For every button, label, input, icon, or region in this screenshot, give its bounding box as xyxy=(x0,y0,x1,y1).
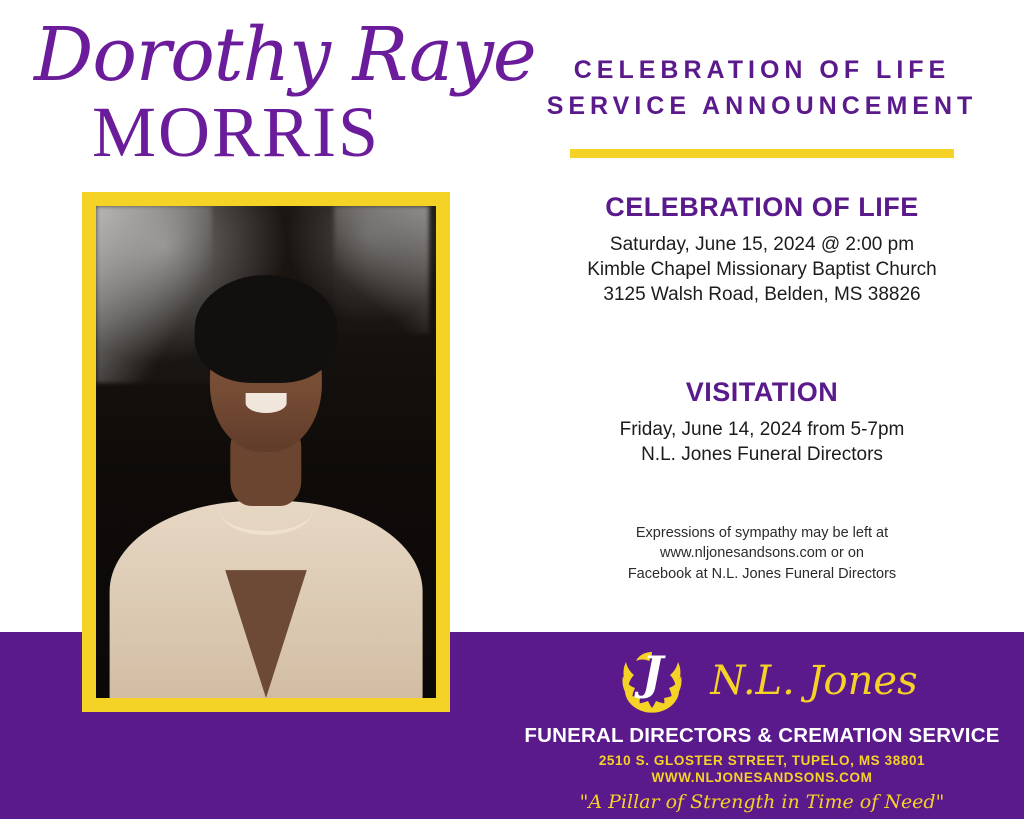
visitation-line-1: Friday, June 14, 2024 from 5-7pm xyxy=(619,418,905,440)
photo-subject-smile xyxy=(246,393,287,413)
celebration-line-1: Saturday, June 15, 2024 @ 2:00 pm xyxy=(609,233,915,255)
business-address: 2510 S. GLOSTER STREET, TUPELO, MS 38801 xyxy=(598,753,926,768)
celebration-details xyxy=(500,232,1024,307)
portrait-photo xyxy=(96,206,436,698)
deceased-last-name: MORRIS xyxy=(92,92,381,172)
sympathy-line-2: www.nljonesandsons.com or on xyxy=(660,545,864,562)
sympathy-line-3: Facebook at N.L. Jones Funeral Directors xyxy=(627,566,897,583)
brand-script-name: N.L. Jones xyxy=(710,658,918,704)
business-line: FUNERAL DIRECTORS & CREMATION SERVICE xyxy=(524,724,1000,747)
celebration-section xyxy=(500,192,1024,307)
sympathy-line-1: Expressions of sympathy may be left at xyxy=(635,524,889,541)
visitation-title: VISITATION xyxy=(685,376,839,407)
photo-highlight-left xyxy=(96,206,212,383)
portrait-frame xyxy=(82,192,450,712)
business-tagline: "A Pillar of Strength in Time of Need" xyxy=(579,791,945,813)
visitation-line-2: N.L. Jones Funeral Directors xyxy=(641,443,883,465)
photo-subject-necklace xyxy=(220,486,312,534)
celebration-title: CELEBRATION OF LIFE xyxy=(605,191,919,222)
gold-divider xyxy=(570,149,954,158)
headline-line-2: SERVICE ANNOUNCEMENT xyxy=(546,92,978,121)
headline-line-1: CELEBRATION OF LIFE xyxy=(573,56,951,84)
laurel-wreath-icon xyxy=(606,646,698,716)
right-column xyxy=(500,0,1024,632)
photo-highlight-right xyxy=(334,206,429,334)
celebration-line-2: Kimble Chapel Missionary Baptist Church xyxy=(587,258,937,280)
business-website[interactable]: WWW.NLJONESANDSONS.COM xyxy=(651,770,873,785)
photo-subject-hair xyxy=(195,275,338,383)
crest-letter: J xyxy=(641,646,664,700)
visitation-details xyxy=(500,417,1024,467)
announcement-headline xyxy=(500,0,1024,125)
footer-content xyxy=(500,632,1024,819)
brand-logo xyxy=(500,632,1024,716)
sympathy-note xyxy=(500,523,1024,585)
visitation-section xyxy=(500,377,1024,467)
deceased-first-names: Dorothy Raye xyxy=(34,12,536,98)
celebration-line-3: 3125 Walsh Road, Belden, MS 38826 xyxy=(603,283,921,305)
